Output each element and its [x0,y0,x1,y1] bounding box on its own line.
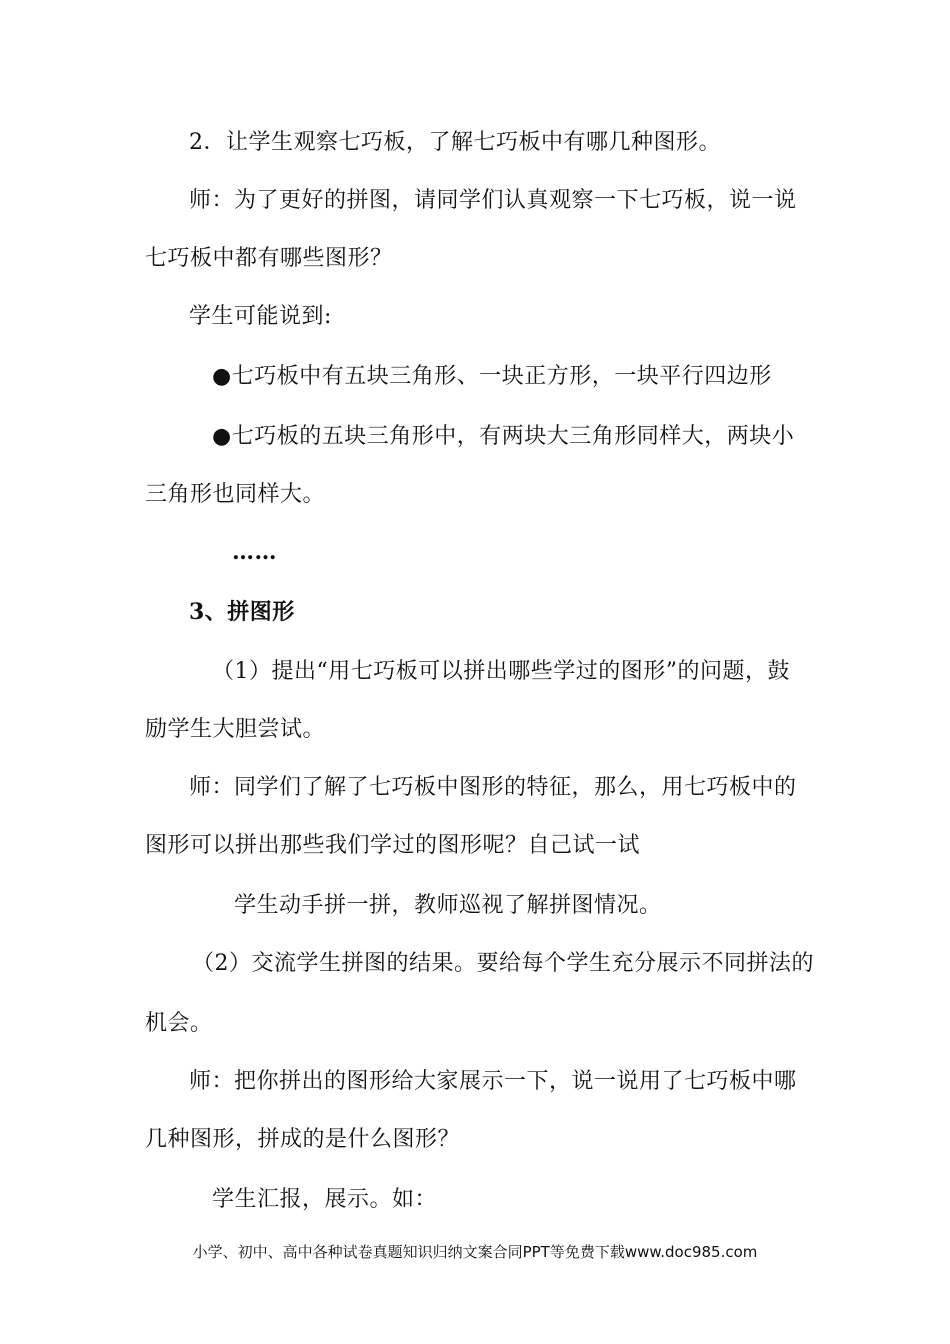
teacher-prompt-line-2: 图形可以拼出那些我们学过的图形呢？自己试一试 [145,833,641,858]
teacher-show-line-2: 几种图形，拼成的是什么图形？ [145,1127,461,1152]
bullet-item-2-line-1: ●七巧板的五块三角形中，有两块大三角形同样大，两块小 [212,424,795,449]
student-report: 学生汇报，展示。如： [212,1187,438,1212]
step-2-heading: 2．让学生观察七巧板，了解七巧板中有哪几种图形。 [189,130,721,155]
bullet-item-1: ●七巧板中有五块三角形、一块正方形，一块平行四边形 [212,364,772,389]
teacher-show-line-1: 师：把你拼出的图形给大家展示一下，说一说用了七巧板中哪 [189,1069,797,1094]
student-activity: 学生动手拼一拼，教师巡视了解拼图情况。 [234,893,662,918]
page-footer: 小学、初中、高中各种试卷真题知识归纳文案合同PPT等免费下载www.doc985.com [192,1243,758,1261]
step-3-heading: 3、拼图形 [189,599,295,625]
ellipsis: …… [232,539,277,565]
teacher-prompt-line-1: 师：同学们了解了七巧板中图形的特征，那么，用七巧板中的 [189,775,797,800]
students-may-say: 学生可能说到: [189,304,332,329]
teacher-question-line-1: 师：为了更好的拼图，请同学们认真观察一下七巧板，说一说 [189,188,797,213]
sub-step-2-line-2: 机会。 [145,1011,213,1036]
teacher-question-line-2: 七巧板中都有哪些图形？ [145,246,393,271]
bullet-item-2-line-2: 三角形也同样大。 [145,482,326,507]
sub-step-2-line-1: （2）交流学生拼图的结果。要给每个学生充分展示不同拼法的 [192,951,814,976]
sub-step-1-line-2: 励学生大胆尝试。 [145,717,326,742]
sub-step-1-line-1: （1）提出“用七巧板可以拼出哪些学过的图形”的问题，鼓 [212,659,790,684]
